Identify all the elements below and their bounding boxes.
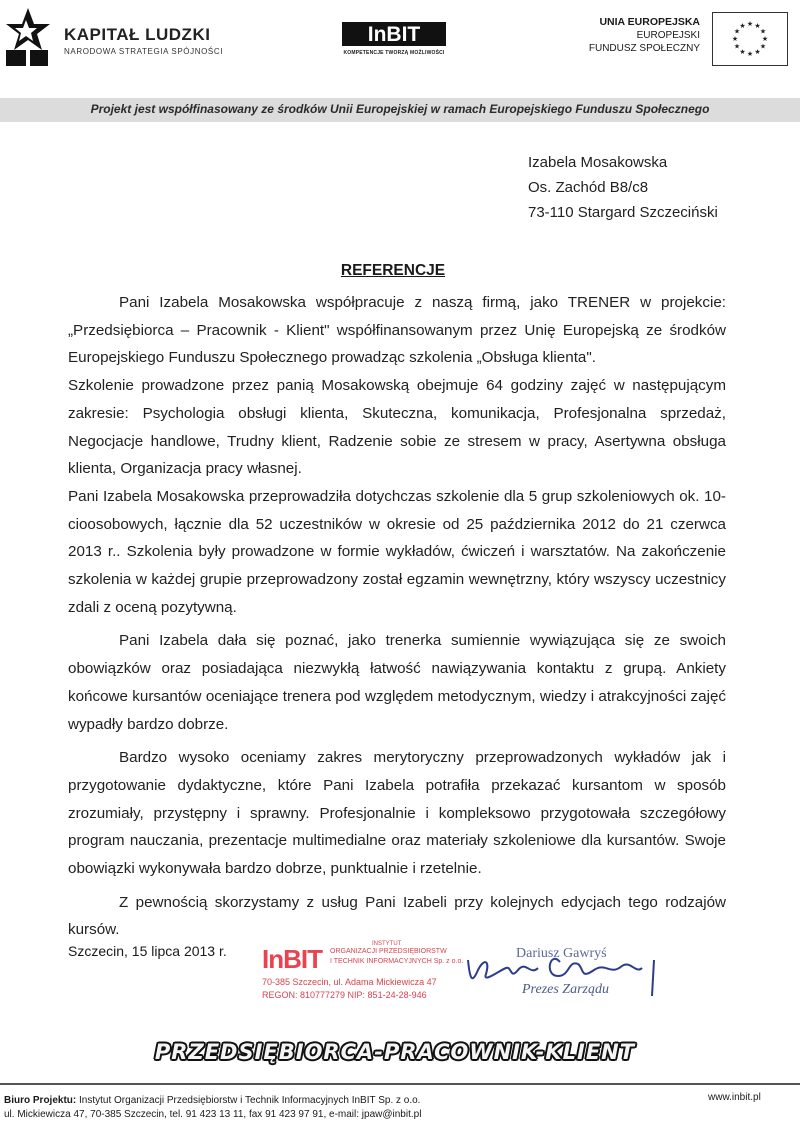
eu-line-2: EUROPEJSKI [636,30,700,41]
document-title: REFERENCJE [340,262,446,279]
footer-website-link[interactable]: www.inbit.pl [708,1092,761,1103]
stamp-address: 70-385 Szczecin, ul. Adama Mickiewicza 47 [262,977,437,987]
stamp-institute: INSTYTUT [372,941,402,947]
svg-text:★: ★ [739,22,746,30]
paragraph-4: Pani Izabela dała się poznać, jako trenerka sumiennie wywiązująca się ze swoich obowiązków oraz posiadająca niezwykłą łatwość nawiązywania kontaktu z grupą. Ankiety końcowe kursantów oceniające trenera pod względem metodycznym, wiedzy i atrakcyjności zajęć wypadły bardzo dobrze. [68,632,726,733]
eu-text-block [560,16,700,55]
footer-line-2: ul. Mickiewicza 47, 70-385 Szczecin, tel. 91 423 13 11, fax 91 423 97 91, e-mail: jpaw@inbit.pl [4,1109,422,1120]
eu-flag-icon [712,12,788,66]
svg-text:★: ★ [733,42,741,51]
stamp-regon: REGON: 810777279 NIP: 851-24-28-946 [262,990,427,1000]
footer-label: Biuro Projektu: [4,1095,77,1106]
recipient-name: Izabela Mosakowska [528,154,668,171]
stamp-org-line-2: I TECHNIK INFORMACYJNYCH Sp. z o.o. [330,958,464,965]
signature-name: Dariusz Gawryś [516,946,607,961]
paragraph-1: Pani Izabela Mosakowska współpracuje z naszą firmą, jako TRENER w projekcie: „Przedsiębiorca – Pracownik - Klient" współfinansowanym przez Unię Europejską ze środków Europejskiego Funduszu Społecznego prowadząc szkolenia „Obsługa klienta". [68,294,726,367]
svg-text:★: ★ [761,35,769,43]
project-name: PRZEDSIĘBIORCA-PRACOWNIK-KLIENT [154,1040,636,1064]
paragraph-2: Szkolenie prowadzone przez panią Mosakowską obejmuje 64 godziny zajęć w następującym zakresie: Psychologia obsługi klienta, Skuteczna, komunikacja, Profesjonalna sprzedaż, Negocjacje handlowe, Trudny klient, Radzenie sobie ze stresem w pracy, Asertywna obsługa klienta, Organizacja pracy własnej. [68,377,726,478]
inbit-tagline: KOMPETENCJE TWORZĄ MOŻLIWOŚCI [343,50,445,56]
kapital-ludzki-title: KAPITAŁ LUDZKI [64,25,211,44]
kapital-ludzki-logo-icon [4,6,50,68]
svg-text:★: ★ [759,42,767,51]
paragraph-3: Pani Izabela Mosakowska przeprowadziła dotychczas szkolenie dla 5 grup szkoleniowych ok. 10-cioosobowych, łącznie dla 52 uczestników w okresie od 25 października 2012 do 21 czerwca 2013 r.. Szkolenia były prowadzone w formie wykładów, ćwiczeń i warsztatów. Na zakończenie szkolenia w każdej grupie przeprowadzony został egzamin wewnętrzny, który wszyscy uczestnicy zdali z oceną pozytywną. [68,487,726,616]
svg-text:★: ★ [754,48,761,56]
place-date: Szczecin, 15 lipca 2013 r. [68,943,227,959]
kapital-ludzki-subtitle: NARODOWA STRATEGIA SPÓJNOŚCI [64,47,224,56]
svg-text:★: ★ [746,50,754,58]
letter-body [68,289,726,944]
footer-office: Instytut Organizacji Przedsiębiorstw i Technik Informacyjnych InBIT Sp. z o.o. [76,1095,421,1106]
footer-line-1 [4,1095,420,1106]
inbit-logo-text: InBIT [367,23,421,46]
cofinancing-banner-text: Projekt jest współfinasowany ze środków Unii Europejskiej w ramach Europejskiego Funduszu Społecznego [90,102,710,116]
stamp-org-line-1: ORGANIZACJI PRZEDSIĘBIORSTW [330,948,447,955]
signature-role: Prezes Zarządu [522,982,609,997]
svg-text:★: ★ [731,35,739,43]
svg-text:★: ★ [733,27,741,36]
recipient-city: 73-110 Stargard Szczeciński [528,204,718,221]
eu-line-1: UNIA EUROPEJSKA [599,16,700,28]
paragraph-5: Bardzo wysoko oceniamy zakres merytoryczny przeprowadzonych wykładów jak i przygotowanie dydaktyczne, które Pani Izabela potrafiła przekazać kursantom w sposób zrozumiały, przystępny i sprawny. Profesjonalnie i kompleksowo przygotowała szczegółowy program nauczania, prezentacje multimedialne oraz materiały szkoleniowe dla kursantów. Swoje obowiązki wykonywała bardzo dobrze, punktualnie i rzetelnie. [68,749,726,878]
stamp-logo: InBIT [262,944,322,974]
paragraph-6: Z pewnością skorzystamy z usług Pani Izabeli przy kolejnych edycjach tego rodzajów kursów. [68,893,726,939]
svg-text:★: ★ [759,27,767,36]
recipient-street: Os. Zachód B8/c8 [528,179,649,196]
footer-divider [0,1083,800,1085]
svg-text:★: ★ [754,22,761,30]
svg-text:★: ★ [746,20,754,28]
inbit-logo-icon [342,22,446,46]
svg-text:★: ★ [739,48,746,56]
eu-line-3: FUNDUSZ SPOŁECZNY [588,43,700,54]
